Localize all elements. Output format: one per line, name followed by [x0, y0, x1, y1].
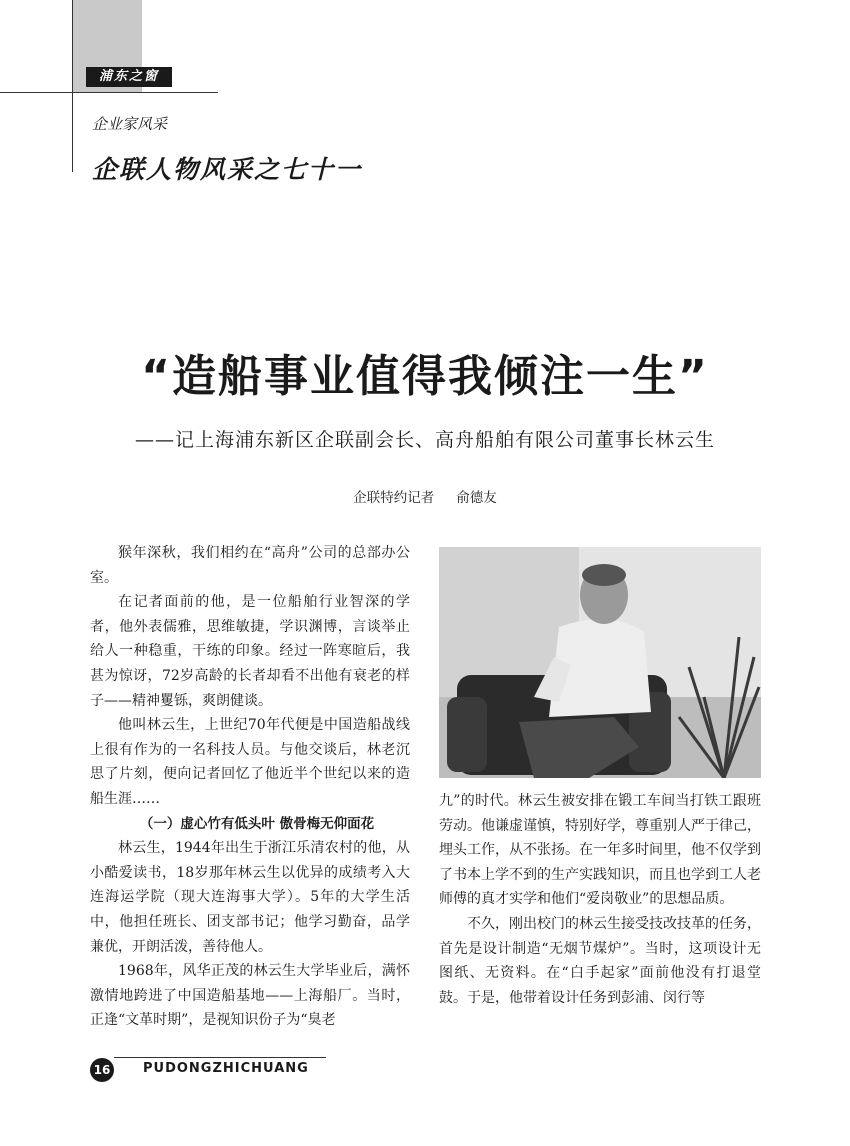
magazine-name: PUDONGZHICHUANG	[143, 1061, 309, 1076]
footer-rule	[114, 1057, 326, 1058]
portrait-photo	[439, 547, 761, 778]
paragraph: 在记者面前的他，是一位船舶行业智深的学者，他外表儒雅，思维敏捷，学识渊博，言谈举止给人一种稳重，干练的印象。经过一阵寒暄后，我甚为惊讶，72岁高龄的长者却看不出他有衰老的样子——精神矍铄，爽朗健谈。	[90, 594, 410, 709]
byline	[0, 486, 850, 506]
byline-name: 俞德友	[456, 490, 497, 506]
paragraph: 他叫林云生，上世纪70年代便是中国造船战线上很有作为的一名科技人员。与他交谈后，林老沉思了片刻，便向记者回忆了他近半个世纪以来的造船生涯……	[90, 717, 410, 807]
magazine-logo: 浦东之窗	[86, 67, 172, 87]
paragraph: 1968年，风华正茂的林云生大学毕业后，满怀激情地跨进了中国造船基地——上海船厂。当时，正逢“文革时期”，是视知识份子为“臭老	[90, 963, 410, 1029]
paragraph: 猴年深秋，我们相约在“高舟”公司的总部办公室。	[90, 545, 410, 586]
article-column-right	[439, 789, 761, 1010]
portrait-illustration	[439, 547, 761, 778]
article-column-left	[90, 541, 410, 1033]
header-horizontal-rule	[0, 92, 218, 93]
article-title: “造船事业值得我倾注一生”	[141, 351, 709, 402]
paragraph: 不久，刚出校门的林云生接受技改技革的任务，首先是设计制造“无烟节煤炉”。当时，这项设计无图纸、无资料。在“白手起家”面前他没有打退堂鼓。于是，他带着设计任务到彭浦、闵行等	[439, 915, 761, 1006]
article-subtitle: ——记上海浦东新区企联副会长、高舟船舶有限公司董事长林云生	[134, 429, 715, 451]
section-subheading: （一）虚心竹有低头叶 傲骨梅无仰面花	[139, 815, 375, 832]
paragraph: 林云生，1944年出生于浙江乐清农村的他，从小酷爱读书，18岁那年林云生以优异的成绩考入大连海运学院（现大连海事大学）。5年的大学生活中，他担任班长、团支部书记；他学习勤奋，品学兼优，开朗活泼，善待他人。	[90, 840, 410, 955]
header-vertical-rule	[72, 0, 73, 172]
series-title: 企联人物风采之七十一	[92, 155, 363, 184]
paragraph: 九”的时代。林云生被安排在锻工车间当打铁工跟班劳动。他谦虚谨慎，特别好学，尊重别人严于律己，埋头工作，从不张扬。在一年多时间里，他不仅学到了书本上学不到的生产实践知识，而且也学到工人老师傅的真才实学和他们“爱岗敬业”的思想品质。	[439, 793, 761, 908]
section-label: 企业家风采	[92, 115, 168, 133]
byline-role: 企联特约记者	[353, 490, 435, 506]
page-number: 16	[90, 1058, 114, 1082]
